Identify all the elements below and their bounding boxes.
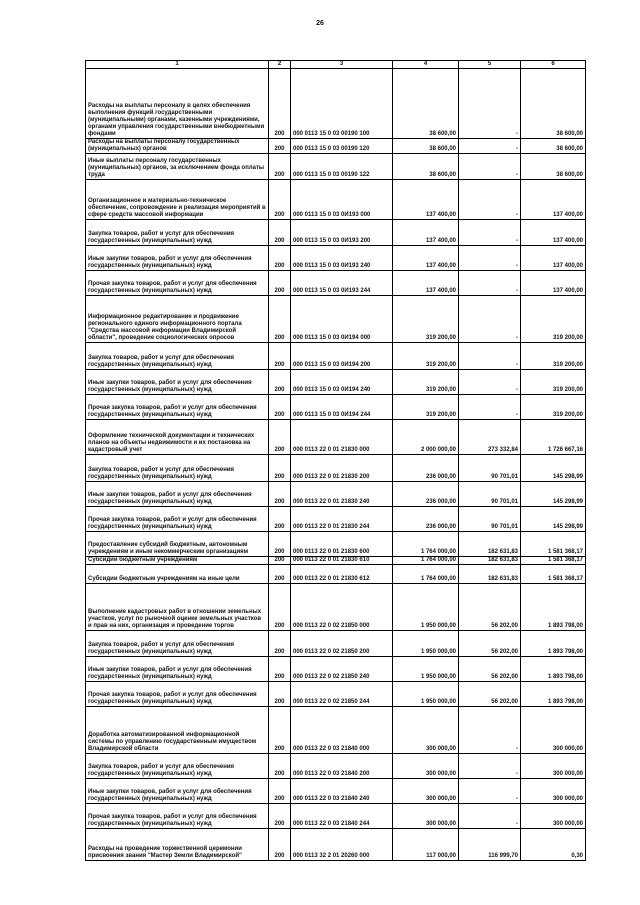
table-row: [86, 139, 586, 154]
column-header: 3: [291, 61, 393, 69]
row-executed-amount: 90 701,01: [459, 482, 521, 507]
row-unexecuted-amount: 38 600,00: [521, 154, 586, 180]
row-approved-amount: 1 764 000,00: [393, 565, 459, 584]
row-approved-amount: 137 400,00: [393, 271, 459, 296]
row-classification-code: 000 0113 15 0 03 0И194 244: [291, 395, 393, 420]
row-classification-code: 000 0113 22 0 03 21840 244: [291, 804, 393, 829]
table-row: [86, 657, 586, 682]
row-description-text: Иные закупки товаров, работ и услуг для обеспечения государственных (муниципальных) нужд: [88, 789, 252, 802]
row-description-text: Прочая закупка товаров, работ и услуг для обеспечения государственных (муниципальных) нужд: [88, 814, 257, 827]
row-description: [86, 507, 269, 532]
row-unexecuted-amount: 137 400,00: [521, 246, 586, 271]
row-classification-code: 000 0113 15 0 03 00190 100: [291, 69, 393, 139]
row-code: 200: [269, 507, 291, 532]
row-description: [86, 532, 269, 557]
row-description: [86, 565, 269, 584]
row-code: 200: [269, 657, 291, 682]
row-classification-code: 000 0113 22 0 02 21850 244: [291, 682, 393, 707]
row-approved-amount: 319 200,00: [393, 370, 459, 395]
row-description-text: Оформление технической документации и технических планов на объекты недвижимости и их постановка на кадастровый учет: [88, 433, 255, 453]
row-code: 200: [269, 180, 291, 220]
row-classification-code: 000 0113 15 0 03 00190 122: [291, 154, 393, 180]
budget-execution-table: [85, 60, 586, 861]
row-code: 200: [269, 707, 291, 754]
row-executed-amount: -: [459, 180, 521, 220]
row-unexecuted-amount: 1 893 798,00: [521, 631, 586, 657]
row-approved-amount: 300 000,00: [393, 707, 459, 754]
row-approved-amount: 1 950 000,00: [393, 631, 459, 657]
row-executed-amount: -: [459, 370, 521, 395]
row-executed-amount: 56 202,00: [459, 584, 521, 631]
row-executed-amount: -: [459, 271, 521, 296]
row-classification-code: 000 0113 15 0 03 0И194 240: [291, 370, 393, 395]
table-row: [86, 246, 586, 271]
row-executed-amount: 56 202,00: [459, 657, 521, 682]
table-row: [86, 220, 586, 246]
row-description-text: Расходы на выплаты персоналу в целях обеспечения выполнения функций государственными (муниципальными) органами, казенными учреждениями, органами управления государственными внебюджетными фондами: [88, 103, 265, 137]
row-unexecuted-amount: 1 893 798,00: [521, 682, 586, 707]
row-code: 200: [269, 482, 291, 507]
row-unexecuted-amount: 1 726 667,16: [521, 420, 586, 455]
row-description: [86, 631, 269, 657]
row-approved-amount: 300 000,00: [393, 754, 459, 779]
table-row: [86, 395, 586, 420]
table-row: [86, 557, 586, 565]
table-row: [86, 370, 586, 395]
row-approved-amount: 300 000,00: [393, 804, 459, 829]
table-row: [86, 829, 586, 861]
table-row: [86, 682, 586, 707]
row-code: 200: [269, 271, 291, 296]
row-code: 200: [269, 296, 291, 343]
row-code: 200: [269, 370, 291, 395]
row-approved-amount: 137 400,00: [393, 220, 459, 246]
row-code: 200: [269, 631, 291, 657]
table-row: [86, 420, 586, 455]
row-approved-amount: 319 200,00: [393, 296, 459, 343]
row-code: 200: [269, 584, 291, 631]
row-approved-amount: 236 000,00: [393, 482, 459, 507]
row-unexecuted-amount: 1 581 368,17: [521, 532, 586, 557]
row-unexecuted-amount: 1 893 798,00: [521, 657, 586, 682]
row-description: [86, 707, 269, 754]
row-description: [86, 139, 269, 154]
row-description-text: Предоставление субсидий бюджетным, автономным учреждениям и иным некоммерческим организациям: [88, 542, 249, 555]
row-classification-code: 000 0113 22 0 01 21830 200: [291, 455, 393, 482]
row-description-text: Субсидии бюджетным учреждениям на иные цели: [88, 576, 240, 582]
row-executed-amount: 56 202,00: [459, 631, 521, 657]
row-executed-amount: 56 202,00: [459, 682, 521, 707]
table-row: [86, 707, 586, 754]
row-description-text: Иные закупки товаров, работ и услуг для обеспечения государственных (муниципальных) нужд: [88, 492, 252, 505]
page-number: 26: [316, 20, 324, 27]
row-classification-code: 000 0113 15 0 03 0И193 240: [291, 246, 393, 271]
row-description-text: Закупка товаров, работ и услуг для обеспечения государственных (муниципальных) нужд: [88, 231, 235, 244]
row-executed-amount: -: [459, 707, 521, 754]
row-description: [86, 779, 269, 804]
row-unexecuted-amount: 0,30: [521, 829, 586, 861]
row-unexecuted-amount: 300 000,00: [521, 707, 586, 754]
table-row: [86, 532, 586, 557]
row-unexecuted-amount: 1 893 798,00: [521, 584, 586, 631]
row-approved-amount: 137 400,00: [393, 246, 459, 271]
row-classification-code: 000 0113 22 0 01 21830 610: [291, 557, 393, 565]
row-description: [86, 154, 269, 180]
row-approved-amount: 236 000,00: [393, 507, 459, 532]
row-executed-amount: -: [459, 779, 521, 804]
row-description: [86, 557, 269, 565]
row-code: 200: [269, 139, 291, 154]
table-row: [86, 754, 586, 779]
row-unexecuted-amount: 137 400,00: [521, 180, 586, 220]
table-row: [86, 482, 586, 507]
column-header: 6: [521, 61, 586, 69]
table-row: [86, 779, 586, 804]
row-description-text: Доработка автоматизированной информационной системы по управлению государственным имуществом Владимирской области: [88, 732, 257, 752]
row-unexecuted-amount: 319 200,00: [521, 343, 586, 370]
row-unexecuted-amount: 300 000,00: [521, 804, 586, 829]
row-description: [86, 657, 269, 682]
row-unexecuted-amount: 137 400,00: [521, 271, 586, 296]
row-executed-amount: 182 631,83: [459, 532, 521, 557]
row-code: 200: [269, 754, 291, 779]
row-code: 200: [269, 420, 291, 455]
row-description: [86, 420, 269, 455]
table-row: [86, 296, 586, 343]
table-row: [86, 584, 586, 631]
row-approved-amount: 1 764 000,00: [393, 557, 459, 565]
row-executed-amount: 116 999,70: [459, 829, 521, 861]
row-unexecuted-amount: 145 298,99: [521, 455, 586, 482]
row-classification-code: 000 0113 15 0 03 00190 120: [291, 139, 393, 154]
row-description-text: Прочая закупка товаров, работ и услуг для обеспечения государственных (муниципальных) нужд: [88, 517, 257, 530]
row-approved-amount: 38 600,00: [393, 154, 459, 180]
column-number-row: [86, 61, 586, 69]
row-unexecuted-amount: 300 000,00: [521, 779, 586, 804]
row-executed-amount: 90 701,01: [459, 455, 521, 482]
row-description-text: Закупка товаров, работ и услуг для обеспечения государственных (муниципальных) нужд: [88, 355, 235, 368]
column-header: 1: [86, 61, 269, 69]
row-description: [86, 682, 269, 707]
row-description: [86, 246, 269, 271]
row-classification-code: 000 0113 15 0 03 0И193 000: [291, 180, 393, 220]
table-row: [86, 271, 586, 296]
row-unexecuted-amount: 319 200,00: [521, 370, 586, 395]
row-code: 200: [269, 804, 291, 829]
row-approved-amount: 300 000,00: [393, 779, 459, 804]
row-description-text: Выполнение кадастровых работ в отношении земельных участков, услуг по рыночной оценке земельных участков и прав на них, организация и проведение торгов: [88, 609, 262, 629]
row-approved-amount: 319 200,00: [393, 395, 459, 420]
row-approved-amount: 1 950 000,00: [393, 657, 459, 682]
row-description: [86, 584, 269, 631]
row-code: 200: [269, 395, 291, 420]
table-row: [86, 180, 586, 220]
row-description: [86, 829, 269, 861]
row-unexecuted-amount: 38 600,00: [521, 69, 586, 139]
row-classification-code: 000 0113 15 0 03 0И194 000: [291, 296, 393, 343]
row-executed-amount: 182 631,83: [459, 557, 521, 565]
row-executed-amount: -: [459, 139, 521, 154]
row-description: [86, 180, 269, 220]
row-code: 200: [269, 220, 291, 246]
row-description: [86, 296, 269, 343]
row-classification-code: 000 0113 22 0 01 21830 612: [291, 565, 393, 584]
row-description-text: Иные выплаты персоналу государственных (муниципальных) органов, за исключением фонда оплаты труда: [88, 158, 265, 178]
row-description-text: Иные закупки товаров, работ и услуг для обеспечения государственных (муниципальных) нужд: [88, 667, 252, 680]
row-approved-amount: 319 200,00: [393, 343, 459, 370]
row-unexecuted-amount: 300 000,00: [521, 754, 586, 779]
row-approved-amount: 1 950 000,00: [393, 584, 459, 631]
row-description-text: Расходы на выплаты персоналу государственных (муниципальных) органов: [88, 139, 240, 152]
row-description: [86, 370, 269, 395]
row-description: [86, 271, 269, 296]
row-description: [86, 804, 269, 829]
row-description: [86, 343, 269, 370]
row-code: 200: [269, 557, 291, 565]
row-classification-code: 000 0113 22 0 01 21830 240: [291, 482, 393, 507]
row-unexecuted-amount: 319 200,00: [521, 296, 586, 343]
row-unexecuted-amount: 319 200,00: [521, 395, 586, 420]
row-unexecuted-amount: 1 581 368,17: [521, 565, 586, 584]
row-executed-amount: -: [459, 69, 521, 139]
table-row: [86, 631, 586, 657]
row-classification-code: 000 0113 22 0 03 21840 200: [291, 754, 393, 779]
row-unexecuted-amount: 145 298,99: [521, 482, 586, 507]
row-approved-amount: 117 000,00: [393, 829, 459, 861]
row-code: 200: [269, 69, 291, 139]
row-code: 200: [269, 532, 291, 557]
row-executed-amount: -: [459, 754, 521, 779]
row-executed-amount: -: [459, 246, 521, 271]
row-description-text: Прочая закупка товаров, работ и услуг для обеспечения государственных (муниципальных) нужд: [88, 692, 257, 705]
row-executed-amount: 182 631,83: [459, 565, 521, 584]
row-code: 200: [269, 455, 291, 482]
row-description: [86, 220, 269, 246]
row-description: [86, 482, 269, 507]
row-classification-code: 000 0113 22 0 03 21840 000: [291, 707, 393, 754]
row-code: 200: [269, 154, 291, 180]
row-classification-code: 000 0113 15 0 03 0И193 200: [291, 220, 393, 246]
row-description-text: Информационное редактирование и продвижение регионального единого информационного портала "Средства массовой информации Владимирской области", проведение социологических опросов: [88, 314, 242, 341]
row-executed-amount: 90 701,01: [459, 507, 521, 532]
row-description-text: Организационное и материально-техническое обеспечение, сопровождение и реализация мероприятий в сфере средств массовой информации: [88, 198, 266, 218]
row-description: [86, 69, 269, 139]
row-classification-code: 000 0113 22 0 02 21850 240: [291, 657, 393, 682]
row-description: [86, 395, 269, 420]
row-code: 200: [269, 246, 291, 271]
table-row: [86, 154, 586, 180]
row-executed-amount: 273 332,84: [459, 420, 521, 455]
row-executed-amount: -: [459, 220, 521, 246]
column-header: 2: [269, 61, 291, 69]
row-description: [86, 754, 269, 779]
row-approved-amount: 38 600,00: [393, 139, 459, 154]
row-description-text: Расходы на проведение торжественной церемонии присвоения звания "Мастер Земли Владимирской": [88, 846, 242, 859]
table-row: [86, 455, 586, 482]
table-row: [86, 343, 586, 370]
row-description: [86, 455, 269, 482]
row-code: 200: [269, 829, 291, 861]
row-approved-amount: 2 000 000,00: [393, 420, 459, 455]
row-classification-code: 000 0113 15 0 03 0И194 200: [291, 343, 393, 370]
row-description-text: Прочая закупка товаров, работ и услуг для обеспечения государственных (муниципальных) нужд: [88, 405, 257, 418]
row-classification-code: 000 0113 22 0 02 21850 200: [291, 631, 393, 657]
row-executed-amount: -: [459, 343, 521, 370]
row-classification-code: 000 0113 15 0 03 0И193 244: [291, 271, 393, 296]
row-code: 200: [269, 343, 291, 370]
row-classification-code: 000 0113 22 0 03 21840 240: [291, 779, 393, 804]
row-unexecuted-amount: 38 600,00: [521, 139, 586, 154]
row-approved-amount: 137 400,00: [393, 180, 459, 220]
row-description-text: Прочая закупка товаров, работ и услуг для обеспечения государственных (муниципальных) нужд: [88, 281, 257, 294]
column-header: 5: [459, 61, 521, 69]
row-executed-amount: -: [459, 804, 521, 829]
table-row: [86, 69, 586, 139]
table-row: [86, 507, 586, 532]
row-description-text: Закупка товаров, работ и услуг для обеспечения государственных (муниципальных) нужд: [88, 764, 235, 777]
row-description-text: Иные закупки товаров, работ и услуг для обеспечения государственных (муниципальных) нужд: [88, 380, 252, 393]
row-description-text: Иные закупки товаров, работ и услуг для обеспечения государственных (муниципальных) нужд: [88, 256, 252, 269]
row-description-text: Закупка товаров, работ и услуг для обеспечения государственных (муниципальных) нужд: [88, 642, 235, 655]
row-description-text: Закупка товаров, работ и услуг для обеспечения государственных (муниципальных) нужд: [88, 467, 235, 480]
row-classification-code: 000 0113 22 0 01 21830 000: [291, 420, 393, 455]
row-classification-code: 000 0113 22 0 01 21830 600: [291, 532, 393, 557]
row-executed-amount: -: [459, 296, 521, 343]
row-description-text: Субсидии бюджетным учреждениям: [88, 557, 198, 563]
table-row: [86, 804, 586, 829]
table-row: [86, 565, 586, 584]
row-approved-amount: 1 764 000,00: [393, 532, 459, 557]
row-approved-amount: 1 950 000,00: [393, 682, 459, 707]
row-classification-code: 000 0113 22 0 01 21830 244: [291, 507, 393, 532]
row-classification-code: 000 0113 22 0 02 21850 000: [291, 584, 393, 631]
row-executed-amount: -: [459, 154, 521, 180]
row-classification-code: 000 0113 32 2 01 20260 000: [291, 829, 393, 861]
row-code: 200: [269, 682, 291, 707]
row-code: 200: [269, 779, 291, 804]
row-unexecuted-amount: 145 298,99: [521, 507, 586, 532]
row-approved-amount: 236 000,00: [393, 455, 459, 482]
row-approved-amount: 38 600,00: [393, 69, 459, 139]
row-code: 200: [269, 565, 291, 584]
row-unexecuted-amount: 137 400,00: [521, 220, 586, 246]
row-executed-amount: -: [459, 395, 521, 420]
column-header: 4: [393, 61, 459, 69]
row-unexecuted-amount: 1 581 368,17: [521, 557, 586, 565]
